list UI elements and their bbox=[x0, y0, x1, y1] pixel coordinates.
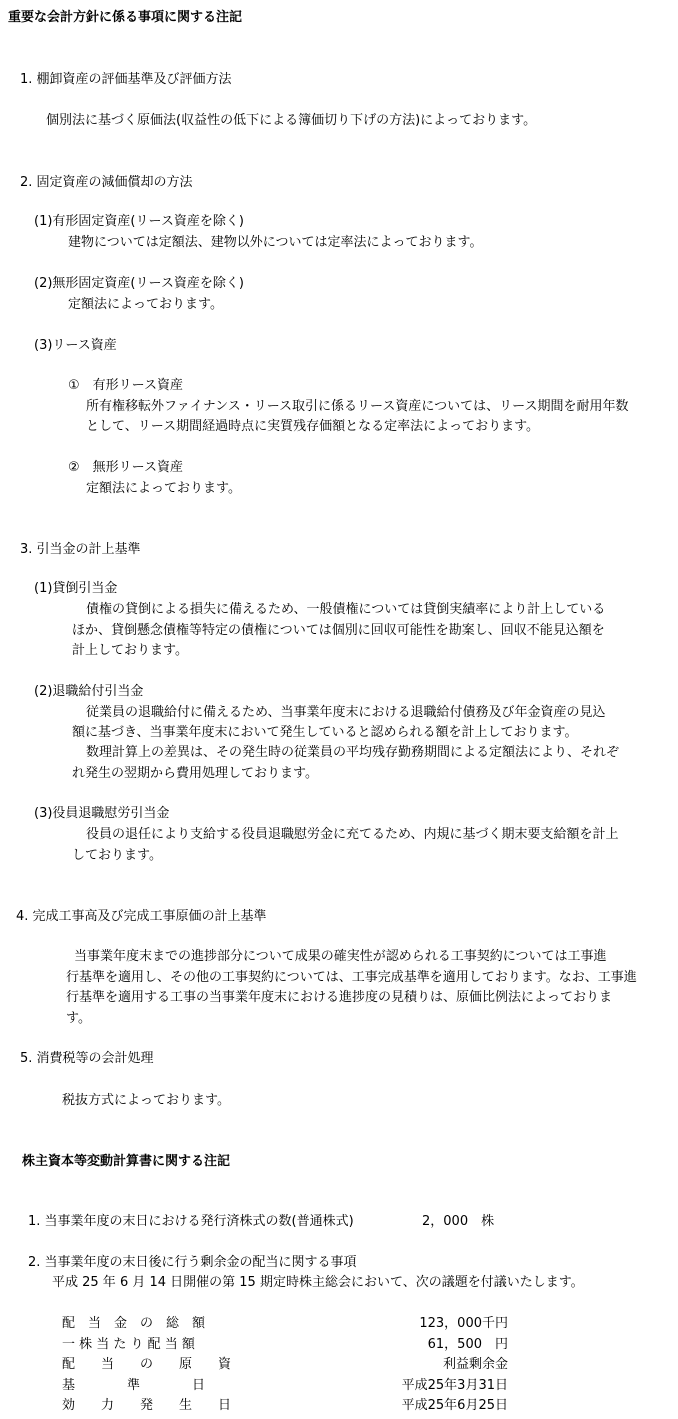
issued-shares-value: 2，000 株 bbox=[422, 1214, 495, 1229]
lease-tangible-heading: ① 有形リース資産 bbox=[68, 378, 184, 393]
section-2-item-1-body: 建物については定額法、建物以外については定率法によっております。 bbox=[68, 235, 483, 250]
dividend-row-record-date bbox=[62, 1378, 508, 1395]
section-1-heading: 1. 棚卸資産の評価基準及び評価方法 bbox=[20, 72, 232, 87]
section-3-item-1-line: 計上しております。 bbox=[72, 643, 188, 658]
dividend-value: 利益剰余金 bbox=[442, 1357, 508, 1372]
dividend-value: 123，000千円 bbox=[419, 1316, 508, 1331]
section-3-item-2-line: 従業員の退職給付に備えるため、当事業年度末における退職給付債務及び年金資産の見込 bbox=[86, 705, 606, 720]
page-title: 重要な会計方針に係る事項に関する注記 bbox=[8, 10, 243, 25]
dividend-label: 配 当 の 原 資 bbox=[62, 1357, 232, 1372]
lease-tangible-body-line: 所有権移転外ファイナンス・リース取引に係るリース資産については、リース期間を耐用年数 bbox=[86, 399, 629, 414]
equity-notes-title: 株主資本等変動計算書に関する注記 bbox=[22, 1154, 231, 1169]
dividend-row-source bbox=[62, 1357, 508, 1374]
section-5-body: 税抜方式によっております。 bbox=[62, 1093, 230, 1108]
dividend-label: 効 力 発 生 日 bbox=[62, 1398, 232, 1413]
section-2-heading: 2. 固定資産の減価償却の方法 bbox=[20, 175, 193, 190]
section-5-heading: 5. 消費税等の会計処理 bbox=[20, 1051, 154, 1066]
dividend-value: 61，500 円 bbox=[427, 1337, 508, 1352]
dividend-row-effective-date bbox=[62, 1398, 508, 1415]
section-2-item-2-body: 定額法によっております。 bbox=[68, 297, 223, 312]
section-4-line: す。 bbox=[66, 1011, 91, 1026]
section-3-item-2-line: 額に基づき、当事業年度末において発生していると認められる額を計上しております。 bbox=[72, 725, 578, 740]
section-3-item-1-line: 債権の貸倒による損失に備えるため、一般債権については貸倒実績率により計上している bbox=[86, 602, 606, 617]
section-3-item-1-heading: (1)貸倒引当金 bbox=[34, 581, 118, 596]
issued-shares-label: 1. 当事業年度の末日における発行済株式の数(普通株式) bbox=[28, 1214, 354, 1229]
section-3-heading: 3. 引当金の計上基準 bbox=[20, 542, 141, 557]
section-2-item-1-heading: (1)有形固定資産(リース資産を除く) bbox=[34, 214, 244, 229]
lease-intangible-body: 定額法によっております。 bbox=[86, 481, 241, 496]
dividend-body: 平成 25 年 6 月 14 日開催の第 15 期定時株主総会において、次の議題を付議いたします。 bbox=[52, 1275, 584, 1290]
section-3-item-3-line: 役員の退任により支給する役員退職慰労金に充てるため、内規に基づく期末要支給額を計上 bbox=[86, 827, 619, 842]
dividend-value: 平成25年6月25日 bbox=[401, 1398, 508, 1413]
section-3-item-2-heading: (2)退職給付引当金 bbox=[34, 684, 144, 699]
section-4-line: 行基準を適用し、その他の工事契約については、工事完成基準を適用しております。なお、工事進 bbox=[66, 970, 637, 985]
dividend-label: 基 準 日 bbox=[62, 1378, 206, 1393]
section-3-item-3-heading: (3)役員退職慰労引当金 bbox=[34, 806, 170, 821]
dividend-heading: 2. 当事業年度の末日後に行う剰余金の配当に関する事項 bbox=[28, 1255, 357, 1270]
section-4-line: 当事業年度末までの進捗部分について成果の確実性が認められる工事契約については工事進 bbox=[74, 949, 607, 964]
dividend-label: 配 当 金 の 総 額 bbox=[62, 1316, 206, 1331]
section-3-item-1-line: ほか、貸倒懸念債権等特定の債権については個別に回収可能性を勘案し、回収不能見込額を bbox=[72, 623, 605, 638]
section-3-item-2-line: れ発生の翌期から費用処理しております。 bbox=[72, 766, 318, 781]
lease-tangible-body-line: として、リース期間経過時点に実質残存価額となる定率法によっております。 bbox=[86, 419, 540, 434]
dividend-row-total bbox=[62, 1316, 508, 1333]
lease-intangible-heading: ② 無形リース資産 bbox=[68, 460, 184, 475]
section-4-heading: 4. 完成工事高及び完成工事原価の計上基準 bbox=[16, 909, 267, 924]
section-4-line: 行基準を適用する工事の当事業年度末における進捗度の見積りは、原価比例法によっておりま bbox=[66, 990, 613, 1005]
dividend-label: 一 株 当 た り 配 当 額 bbox=[62, 1337, 195, 1352]
section-2-item-2-heading: (2)無形固定資産(リース資産を除く) bbox=[34, 276, 244, 291]
section-3-item-2-line: 数理計算上の差異は、その発生時の従業員の平均残存勤務期間による定額法により、それぞ bbox=[86, 745, 620, 760]
section-2-item-3-heading: (3)リース資産 bbox=[34, 338, 117, 353]
section-3-item-3-line: しております。 bbox=[72, 848, 162, 863]
section-1-body: 個別法に基づく原価法(収益性の低下による簿価切り下げの方法)によっております。 bbox=[46, 113, 537, 128]
dividend-row-per-share bbox=[62, 1337, 508, 1354]
dividend-value: 平成25年3月31日 bbox=[401, 1378, 508, 1393]
